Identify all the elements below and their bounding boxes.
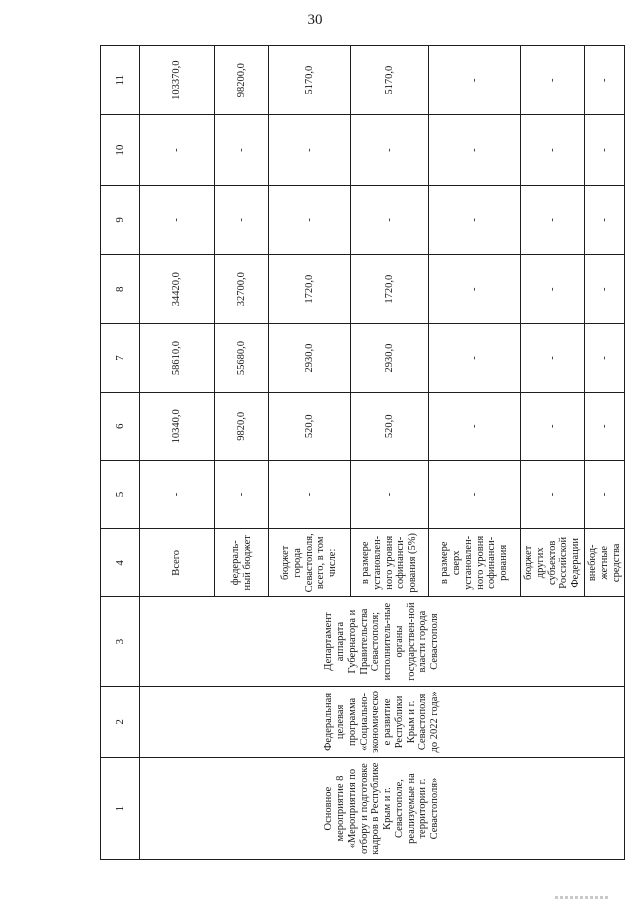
value-cell: - — [215, 460, 269, 528]
value-cell: 5170,0 — [351, 46, 429, 115]
header-row — [101, 46, 140, 860]
value-cell: - — [521, 115, 585, 185]
value-cell: 520,0 — [351, 392, 429, 460]
value-cell: - — [351, 115, 429, 185]
source-cell: бюджет других субъектов Российской Федерации — [521, 529, 585, 597]
value-cell: - — [585, 392, 625, 460]
value-cell: 2930,0 — [351, 324, 429, 392]
column-header: 9 — [101, 185, 140, 254]
value-cell: - — [585, 115, 625, 185]
executor-cell: Департамент аппарата Губернатора и Правительства Севастополя; исполнитель-ные органы государствен-ной власти города Севастополя — [140, 597, 625, 686]
program-cell: Федеральная целевая программа «Социально-экономическое развитие Республики Крым и г. Севастополя до 2022 года» — [140, 686, 625, 757]
value-cell: - — [521, 185, 585, 254]
column-header: 3 — [101, 597, 140, 686]
value-cell: - — [429, 46, 521, 115]
value-cell: - — [215, 115, 269, 185]
value-cell: - — [215, 185, 269, 254]
value-cell: - — [585, 185, 625, 254]
value-cell: - — [429, 255, 521, 324]
value-cell: 98200,0 — [215, 46, 269, 115]
value-cell: 58610,0 — [140, 324, 215, 392]
value-cell: - — [269, 185, 351, 254]
value-cell: - — [521, 46, 585, 115]
financing-table — [100, 45, 625, 860]
value-cell: 1720,0 — [269, 255, 351, 324]
value-cell: 1720,0 — [351, 255, 429, 324]
value-cell: - — [585, 46, 625, 115]
scan-artifact — [555, 896, 610, 899]
page-number: 30 — [307, 12, 323, 28]
value-cell: - — [269, 460, 351, 528]
value-cell: - — [585, 324, 625, 392]
value-cell: 520,0 — [269, 392, 351, 460]
value-cell: - — [269, 115, 351, 185]
column-header: 5 — [101, 460, 140, 528]
value-cell: - — [585, 460, 625, 528]
value-cell: - — [585, 255, 625, 324]
value-cell: - — [351, 460, 429, 528]
value-cell: - — [429, 392, 521, 460]
column-header: 10 — [101, 115, 140, 185]
value-cell: - — [140, 185, 215, 254]
source-cell: федераль-ный бюджет — [215, 529, 269, 597]
value-cell: 32700,0 — [215, 255, 269, 324]
source-cell: внебюд-жетные средства — [585, 529, 625, 597]
value-cell: - — [140, 115, 215, 185]
value-cell: - — [521, 255, 585, 324]
column-header: 4 — [101, 529, 140, 597]
value-cell: 9820,0 — [215, 392, 269, 460]
value-cell: - — [521, 324, 585, 392]
value-cell: 2930,0 — [269, 324, 351, 392]
value-cell: 34420,0 — [140, 255, 215, 324]
value-cell: - — [521, 392, 585, 460]
value-cell: - — [429, 115, 521, 185]
value-cell: 55680,0 — [215, 324, 269, 392]
column-header: 7 — [101, 324, 140, 392]
source-cell: бюджет города Севастополя, всего, в том числе: — [269, 529, 351, 597]
value-cell: - — [521, 460, 585, 528]
value-cell: 103370,0 — [140, 46, 215, 115]
event-cell: Основное мероприятие 8 «Мероприятия по отбору и подготовке кадров в Республике Крым и г. Севастополе, реализуемые на территории г. Севастополя» — [140, 758, 625, 860]
rotated-table-page — [100, 45, 622, 860]
column-header: 2 — [101, 686, 140, 757]
value-cell: - — [429, 324, 521, 392]
value-cell: - — [429, 460, 521, 528]
column-header: 11 — [101, 46, 140, 115]
value-cell: - — [429, 185, 521, 254]
source-cell: в размере установлен-ного уровня софинанси-рования (5%) — [351, 529, 429, 597]
source-cell: в размере сверх установлен-ного уровня софинанси-рования — [429, 529, 521, 597]
source-cell: Всего — [140, 529, 215, 597]
column-header: 8 — [101, 255, 140, 324]
value-cell: - — [140, 460, 215, 528]
value-cell: 10340,0 — [140, 392, 215, 460]
value-cell: 5170,0 — [269, 46, 351, 115]
table-row — [140, 46, 215, 860]
column-header: 6 — [101, 392, 140, 460]
column-header: 1 — [101, 758, 140, 860]
value-cell: - — [351, 185, 429, 254]
